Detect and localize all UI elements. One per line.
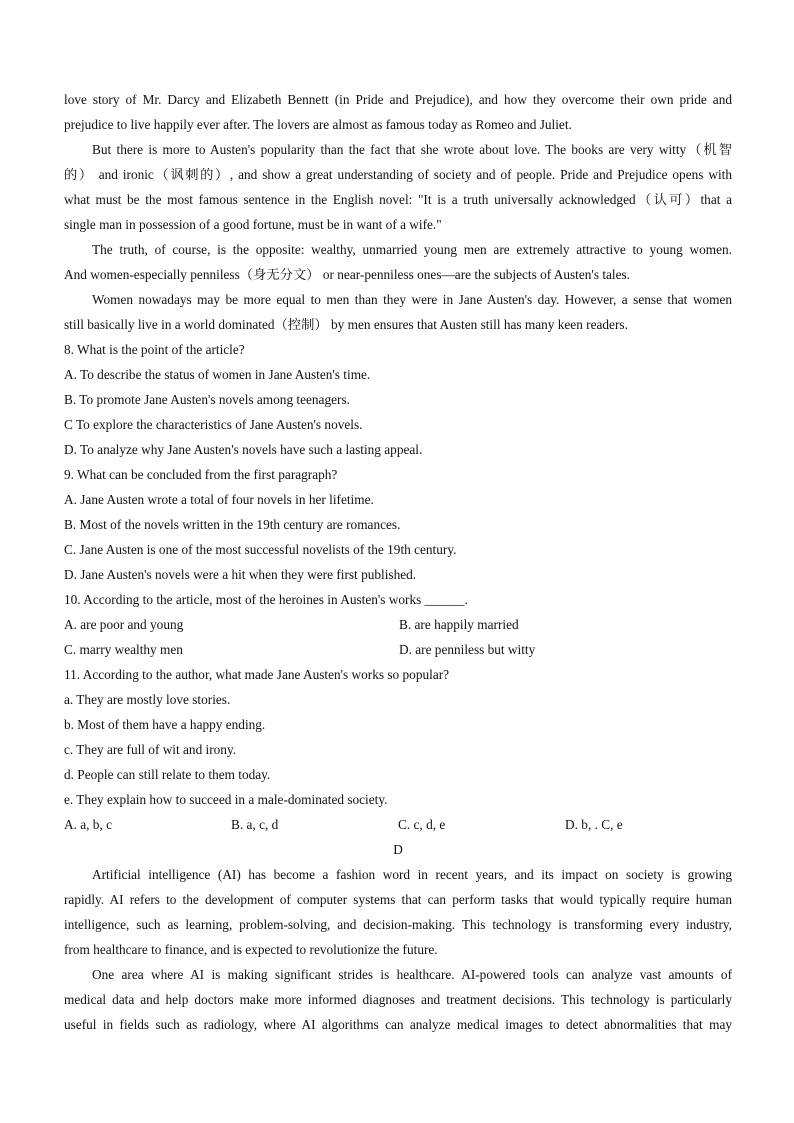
statement-item: c. They are full of wit and irony. — [64, 742, 237, 757]
paragraph-line: And women-especially penniless（身无分文） or near-penniless ones—are the subjects of Austen's tales. — [64, 267, 631, 282]
question-stem: 11. According to the author, what made Jane Austen's works so popular? — [64, 667, 450, 682]
answer-option: B. a, c, d — [231, 817, 279, 832]
statement-item: b. Most of them have a happy ending. — [64, 717, 266, 732]
answer-option: C. marry wealthy men — [64, 642, 183, 657]
question-stem: 8. What is the point of the article? — [64, 342, 245, 357]
answer-option: A. a, b, c — [64, 817, 112, 832]
paragraph-line: medical data and help doctors make more informed diagnoses and treatment decisions. This technology is particularly — [64, 992, 732, 1007]
paragraph-line: But there is more to Austen's popularity than the fact that she wrote about love. The books are very witty（机智 — [92, 142, 732, 157]
answer-option: C. c, d, e — [398, 817, 446, 832]
question-stem: 10. According to the article, most of the heroines in Austen's works ______. — [64, 592, 468, 607]
paragraph-line: Women nowadays may be more equal to men than they were in Jane Austen's day. However, a sense that women — [92, 292, 732, 307]
answer-option: D. To analyze why Jane Austen's novels have such a lasting appeal. — [64, 442, 423, 457]
paragraph-line: still basically live in a world dominated（控制） by men ensures that Austen still has many keen readers. — [64, 317, 628, 332]
statement-item: e. They explain how to succeed in a male-dominated society. — [64, 792, 388, 807]
answer-option: C To explore the characteristics of Jane Austen's novels. — [64, 417, 363, 432]
paragraph-line: single man in possession of a good fortune, must be in want of a wife." — [64, 217, 442, 232]
options-row — [64, 637, 732, 662]
answer-option: D. Jane Austen's novels were a hit when they were first published. — [64, 567, 417, 582]
section-heading: D — [393, 842, 403, 857]
question-stem: 9. What can be concluded from the first paragraph? — [64, 467, 338, 482]
options-row — [64, 812, 732, 837]
paragraph-line: Artificial intelligence (AI) has become a fashion word in recent years, and its impact on society is growing — [92, 867, 732, 882]
answer-option: D. are penniless but witty — [399, 642, 536, 657]
paragraph-line: rapidly. AI refers to the development of computer systems that can perform tasks that would typically require human — [64, 892, 732, 907]
document-page — [64, 87, 732, 1037]
paragraph-line: from healthcare to finance, and is expected to revolutionize the future. — [64, 942, 438, 957]
answer-option: B. are happily married — [399, 617, 519, 632]
paragraph-line: what must be the most famous sentence in the English novel: "It is a truth universally acknowledged（认可）that a — [64, 192, 732, 207]
answer-option: A. Jane Austen wrote a total of four novels in her lifetime. — [64, 492, 374, 507]
answer-option: B. Most of the novels written in the 19th century are romances. — [64, 517, 401, 532]
paragraph-line: intelligence, such as learning, problem-solving, and decision-making. This technology is transforming every industry, — [64, 917, 732, 932]
paragraph-line: One area where AI is making significant strides is healthcare. AI-powered tools can analyze vast amounts of — [92, 967, 732, 982]
paragraph-line: love story of Mr. Darcy and Elizabeth Bennett (in Pride and Prejudice), and how they overcome their own pride and — [64, 92, 732, 107]
options-row — [64, 612, 732, 637]
answer-option: C. Jane Austen is one of the most successful novelists of the 19th century. — [64, 542, 457, 557]
statement-item: a. They are mostly love stories. — [64, 692, 231, 707]
paragraph-line: The truth, of course, is the opposite: wealthy, unmarried young men are extremely attractive to young women. — [92, 242, 732, 257]
answer-option: A. are poor and young — [64, 617, 184, 632]
answer-option: A. To describe the status of women in Jane Austen's time. — [64, 367, 371, 382]
answer-option: B. To promote Jane Austen's novels among teenagers. — [64, 392, 350, 407]
answer-option: D. b, . C, e — [565, 817, 623, 832]
statement-item: d. People can still relate to them today. — [64, 767, 271, 782]
paragraph-line: useful in fields such as radiology, where AI algorithms can analyze medical images to detect abnormalities that may — [64, 1017, 732, 1032]
paragraph-line: 的） and ironic（讽刺的）, and show a great understanding of society and of people. Pride and Prejudice opens with — [64, 167, 732, 182]
paragraph-line: prejudice to live happily ever after. The lovers are almost as famous today as Romeo and Juliet. — [64, 117, 572, 132]
